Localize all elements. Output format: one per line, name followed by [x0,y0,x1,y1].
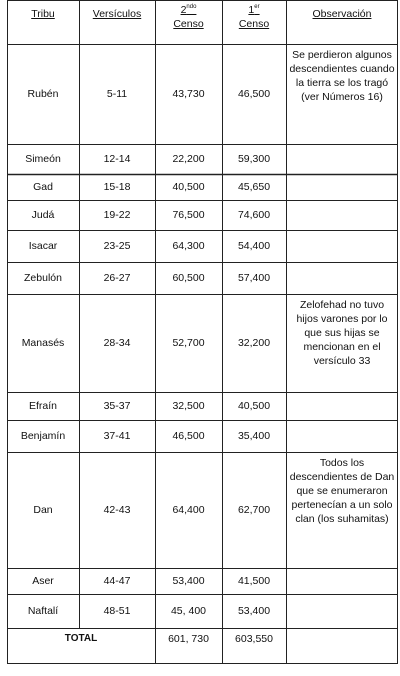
cell-censo-1: 57,400 [237,272,271,284]
total-observacion [286,628,398,664]
cell-censo-2: 46,500 [172,430,205,442]
cell-observacion [286,200,398,230]
total-censo-1: 603,550 [235,633,273,645]
cell-observacion [286,392,398,420]
cell-observacion [286,420,398,452]
cell-observacion: Zelofehad no tuvo hijos varones por lo que sus hijas se mencionan en el versículo 33 [296,299,388,367]
header-censo-2 [155,0,222,44]
header-censo-1 [222,0,286,44]
cell-versiculos: 42-43 [103,504,131,516]
header-censo-1-word: Censo [238,18,270,30]
cell-observacion [286,262,398,294]
header-observacion: Observación [312,8,372,20]
header-versiculos: Versículos [92,8,142,20]
cell-censo-1: 40,500 [237,400,271,412]
header-censo-2-number: 2 [180,4,187,16]
header-censo-1-number: 1 [248,4,255,16]
cell-versiculos: 5-11 [106,88,128,100]
cell-censo-1: 59,300 [237,153,271,165]
cell-censo-2: 76,500 [172,209,205,221]
cell-tribu: Isacar [28,240,58,252]
cell-censo-1: 35,400 [237,430,271,442]
cell-versiculos: 37-41 [103,430,131,442]
cell-censo-2: 43,730 [172,88,205,100]
cell-censo-1: 74,600 [237,209,271,221]
cell-censo-2: 40,500 [172,181,205,193]
header-censo-2-ordinal: ndo [186,4,197,10]
header-censo-2-word: Censo [173,18,204,30]
cell-versiculos: 28-34 [103,337,131,349]
cell-tribu: Judá [31,209,55,221]
cell-versiculos: 44-47 [103,575,131,587]
cell-tribu: Gad [33,181,53,193]
census-table [7,0,398,664]
cell-versiculos: 19-22 [103,209,131,221]
cell-observacion [286,230,398,262]
total-label: TOTAL [64,633,98,644]
cell-censo-2: 32,500 [172,400,205,412]
cell-observacion [286,144,398,174]
cell-versiculos: 26-27 [103,272,131,284]
cell-tribu: Zebulón [24,272,62,284]
cell-observacion: Se perdieron algunos descendientes cuando la tierra se los tragó (ver Números 16) [289,49,395,103]
cell-censo-1: 41,500 [237,575,271,587]
cell-versiculos: 48-51 [103,605,131,617]
cell-observacion: Todos los descendientes de Dan que se enumeraron pertenecían a un solo clan (los suhamitas) [289,457,395,525]
cell-censo-1: 32,200 [237,337,271,349]
cell-tribu: Naftalí [27,605,59,617]
cell-tribu: Simeón [25,153,61,165]
cell-observacion [286,174,398,200]
cell-censo-1: 46,500 [237,88,271,100]
cell-censo-1: 62,700 [237,504,271,516]
cell-censo-2: 64,400 [172,504,205,516]
total-censo-2: 601, 730 [168,633,209,645]
cell-censo-1: 45,650 [237,181,271,193]
cell-censo-2: 64,300 [172,240,205,252]
cell-tribu: Manasés [21,337,65,349]
cell-censo-2: 52,700 [172,337,205,349]
cell-censo-2: 45, 400 [170,605,207,617]
cell-tribu: Efraín [28,400,57,412]
header-censo-1-ordinal: er [254,4,260,10]
cell-observacion [286,568,398,594]
header-tribu: Tribu [31,8,55,20]
cell-censo-2: 53,400 [172,575,205,587]
cell-tribu: Benjamín [20,430,66,442]
cell-censo-1: 53,400 [237,605,271,617]
cell-censo-1: 54,400 [237,240,271,252]
cell-versiculos: 23-25 [103,240,131,252]
cell-versiculos: 12-14 [103,153,131,165]
cell-censo-2: 22,200 [172,153,205,165]
cell-observacion [286,594,398,628]
cell-tribu: Dan [33,504,53,516]
cell-tribu: Aser [32,575,54,587]
cell-censo-2: 60,500 [172,272,205,284]
cell-versiculos: 35-37 [103,400,131,412]
cell-versiculos: 15-18 [103,181,131,193]
cell-tribu: Rubén [27,88,59,100]
